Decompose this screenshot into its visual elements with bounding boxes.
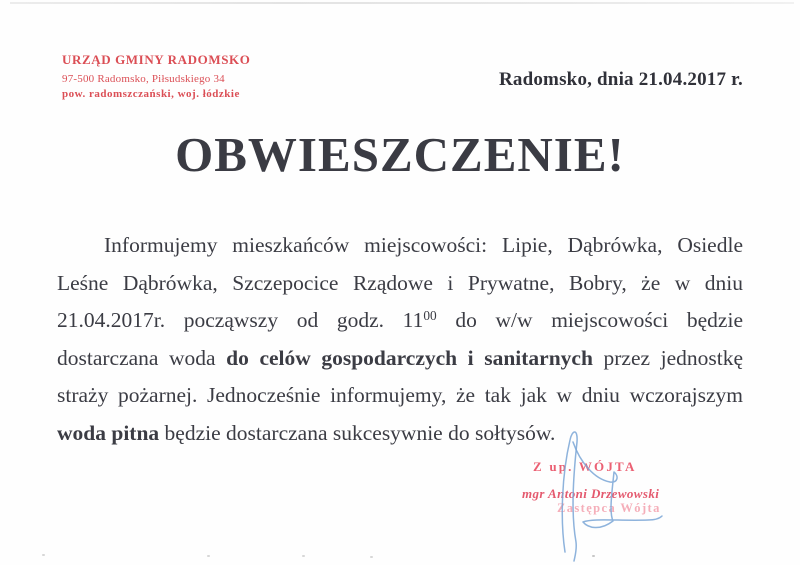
body-text: straży pożarnej. Jednocześnie informujemy, że tak jak w dniu wczorajszym xyxy=(57,383,743,408)
office-stamp-region: pow. radomszczański, woj. łódzkie xyxy=(62,88,240,100)
signature-block xyxy=(500,440,760,565)
body-text: przez jednostkę xyxy=(592,345,744,370)
body-text-bold: woda pitna xyxy=(57,420,160,445)
body-line xyxy=(57,227,743,265)
body-line xyxy=(57,265,743,303)
scan-artifact-line xyxy=(10,2,794,4)
signature-stroke-loop xyxy=(562,432,577,561)
body-text: będzie dostarczana sukcesywnie do sołtysów. xyxy=(159,420,556,445)
scan-speck xyxy=(42,554,45,556)
office-stamp xyxy=(62,52,250,100)
signature-name: mgr Antoni Drzewowski xyxy=(522,486,660,501)
body-text: Informujemy mieszkańców miejscowości: Lipie, Dąbrówka, Osiedle xyxy=(104,233,743,257)
body-text: 21.04.2017r. począwszy od godz. 11 xyxy=(57,308,424,333)
signature-stroke-flag xyxy=(573,442,662,528)
scan-speck xyxy=(370,556,373,558)
scan-speck xyxy=(302,555,305,557)
signature-title: Zastępca Wójta xyxy=(557,501,661,515)
body-line xyxy=(57,302,743,340)
handwritten-signature-ink xyxy=(548,423,678,565)
body-text: Leśne Dąbrówka, Szczepocice Rządowe i Prywatne, Bobry, że w dniu xyxy=(57,270,743,295)
office-stamp-address: 97-500 Radomsko, Piłsudskiego 34 xyxy=(62,73,225,85)
body-text: dostarczana woda xyxy=(57,345,227,370)
body-line xyxy=(57,377,743,415)
dateline: Radomsko, dnia 21.04.2017 r. xyxy=(498,69,743,90)
document-title: OBWIESZCZENIE! xyxy=(175,127,625,182)
signature-authority: Z up. WÓJTA xyxy=(533,459,637,474)
body-line xyxy=(57,340,743,378)
body-text: do w/w miejscowości będzie xyxy=(436,308,743,333)
body-paragraph xyxy=(57,227,743,453)
body-text-superscript: 00 xyxy=(423,307,437,323)
scan-speck xyxy=(207,555,210,557)
office-stamp-name: URZĄD GMINY RADOMSKO xyxy=(62,52,251,67)
body-text-bold: do celów gospodarczych i sanitarnych xyxy=(226,345,593,370)
